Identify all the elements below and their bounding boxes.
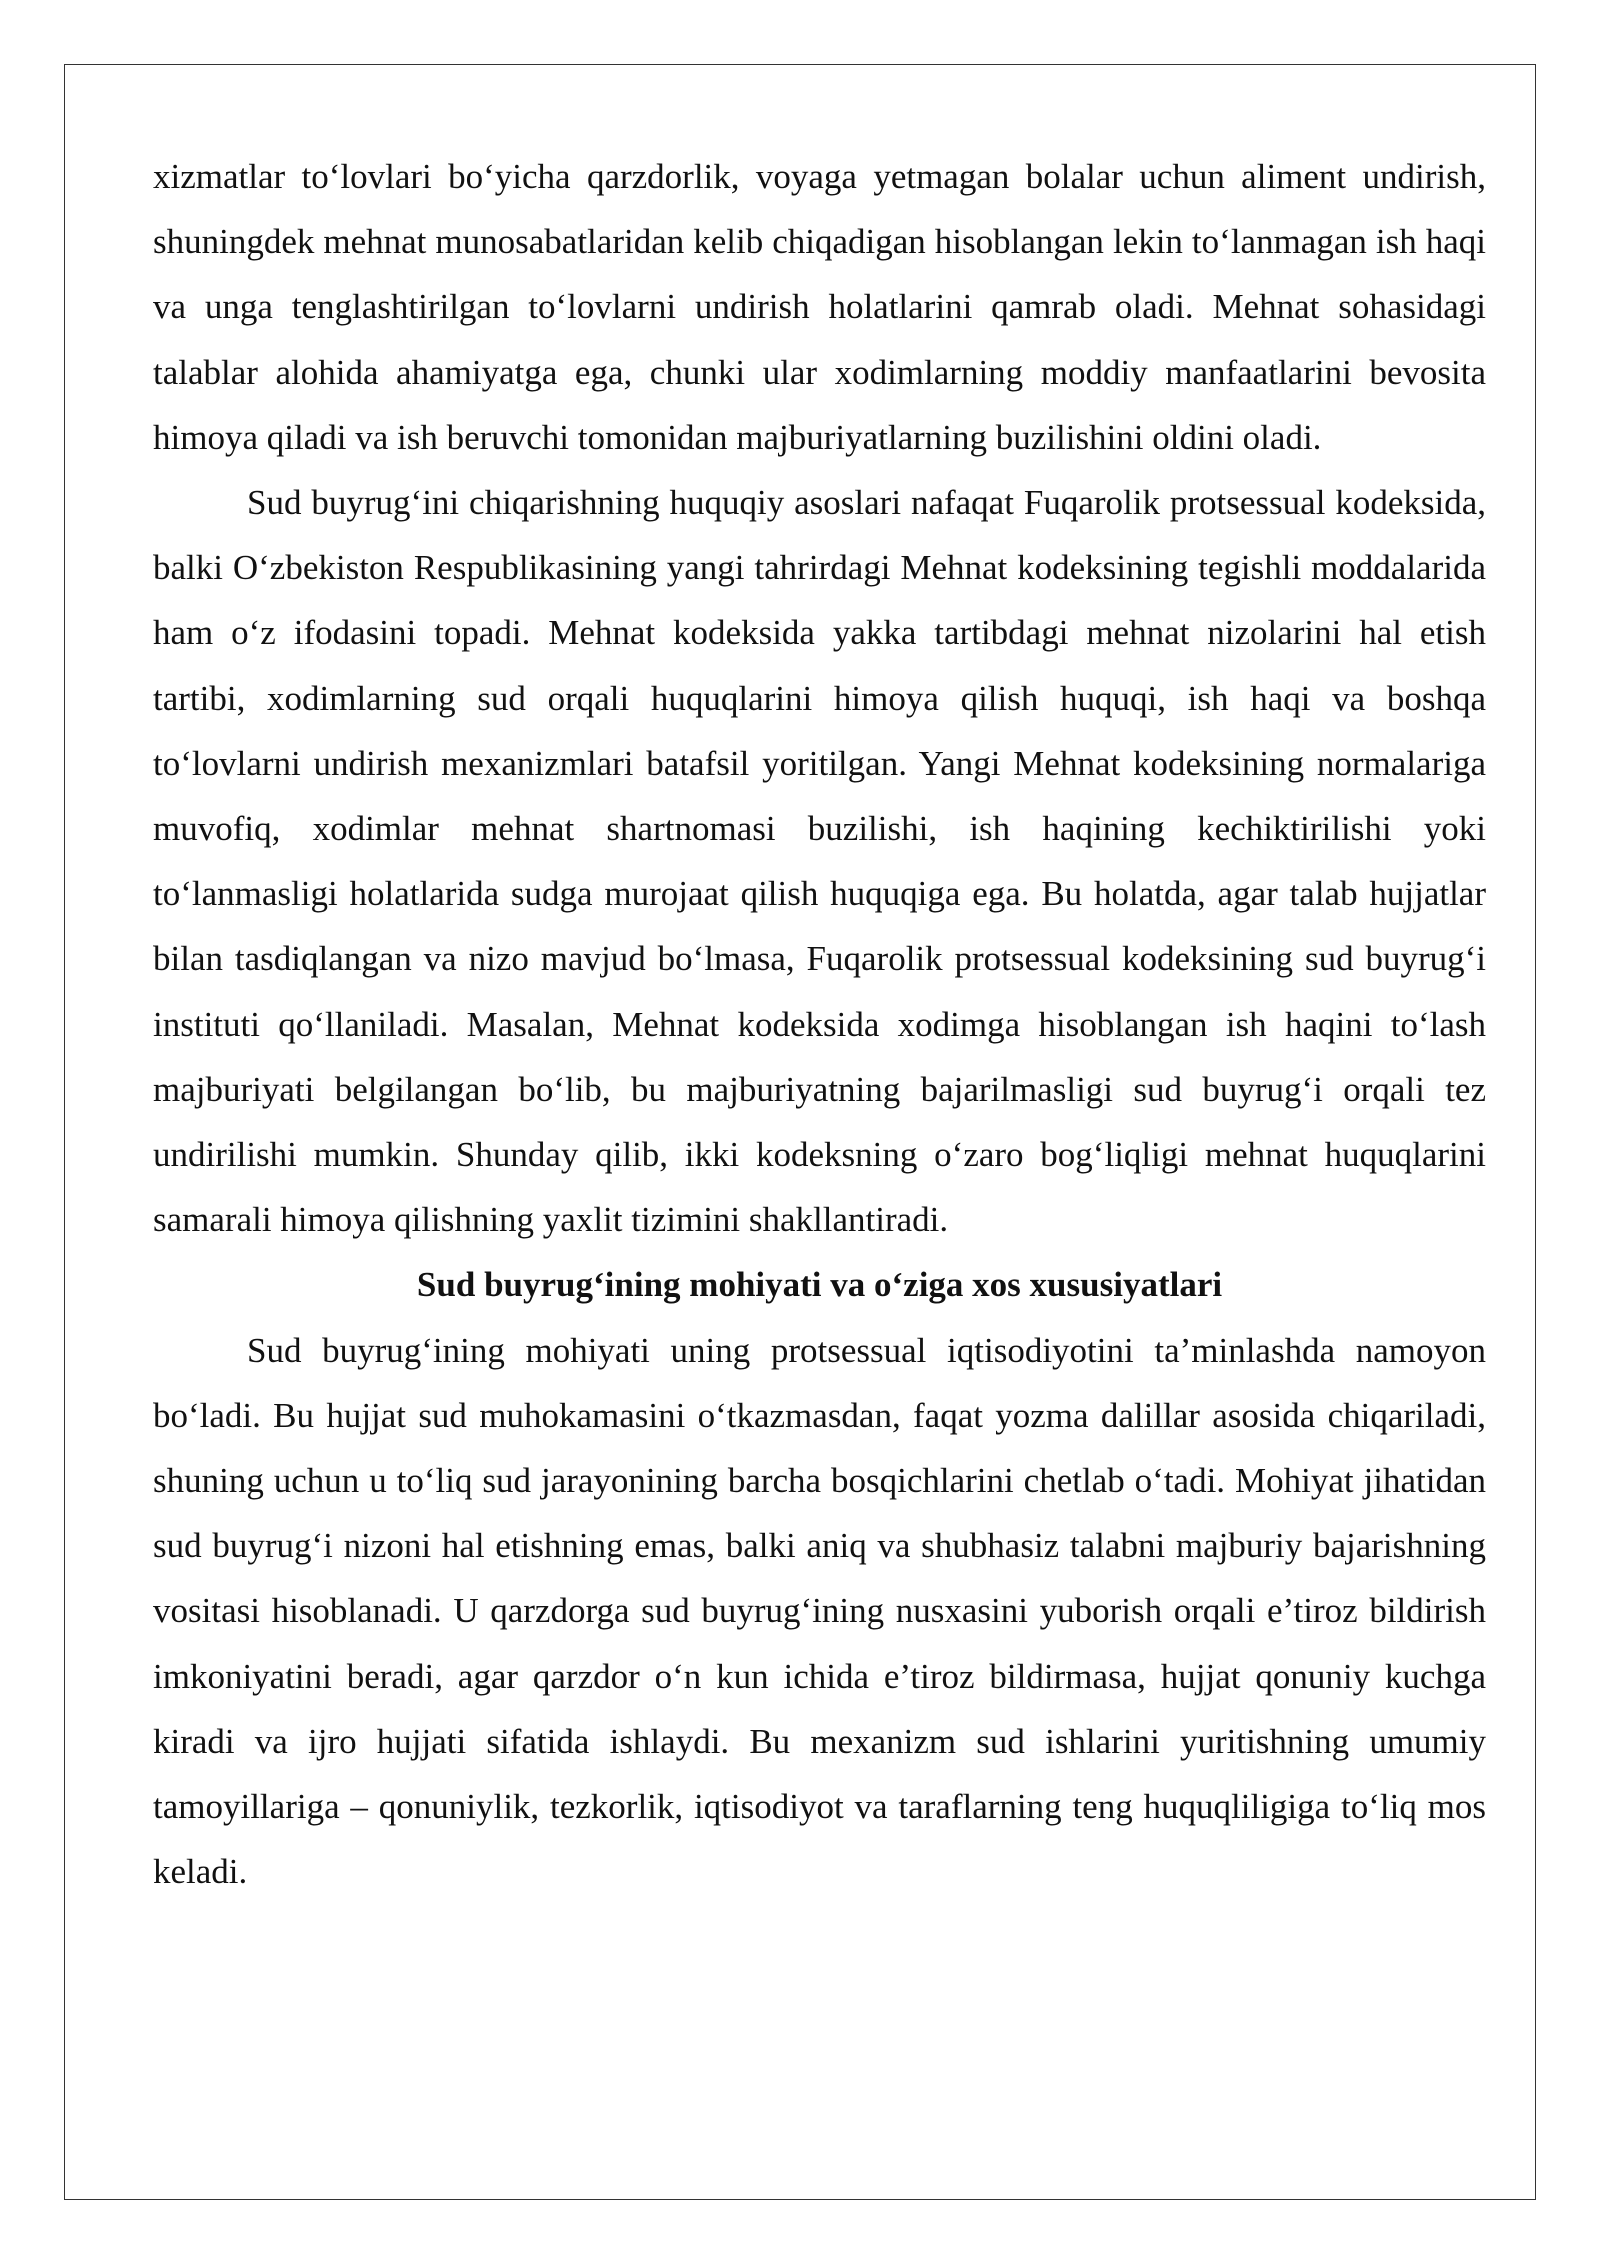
paragraph-essence: Sud buyrug‘ining mohiyati uning protsessual iqtisodiyotini ta’minlashda namoyon bo‘ladi. Bu hujjat sud muhokamasini o‘tkazmasdan, faqat yozma dalillar asosida chiqariladi, shuning uchun u to‘liq sud jarayonining barcha bosqichlarini chetlab o‘tadi. Mohiyat jihatidan sud buyrug‘i nizoni hal etishning emas, balki aniq va shubhasiz talabni majburiy bajarishning vositasi hisoblanadi. U qarzdorga sud buyrug‘ining nusxasini yuborish orqali e’tiroz bildirish imkoniyatini beradi, agar qarzdor o‘n kun ichida e’tiroz bildirmasa, hujjat qonuniy kuchga kiradi va ijro hujjati sifatida ishlaydi. Bu mexanizm sud ishlarini yuritishning umumiy tamoyillariga – qonuniylik, tezkorlik, iqtisodiyot va taraflarning teng huquqliligiga to‘liq mos keladi.: [153, 1330, 1486, 1892]
paragraph-legal-basis: Sud buyrug‘ini chiqarishning huquqiy asoslari nafaqat Fuqarolik protsessual kodeksida, balki O‘zbekiston Respublikasining yangi tahrirdagi Mehnat kodeksining tegishli moddalarida ham o‘z ifodasini topadi. Mehnat kodeksida yakka tartibdagi mehnat nizolarini hal etish tartibi, xodimlarning sud orqali huquqlarini himoya qilish huquqi, ish haqi va boshqa to‘lovlarni undirish mexanizmlari batafsil yoritilgan. Yangi Mehnat kodeksining normalariga muvofiq, xodimlar mehnat shartnomasi buzilishi, ish haqining kechiktirilishi yoki to‘lanmasligi holatlarida sudga murojaat qilish huquqiga ega. Bu holatda, agar talab hujjatlar bilan tasdiqlangan va nizo mavjud bo‘lmasa, Fuqarolik protsessual kodeksining sud buyrug‘i instituti qo‘llaniladi. Masalan, Mehnat kodeksida xodimga hisoblangan ish haqini to‘lash majburiyati belgilangan bo‘lib, bu majburiyatning bajarilmasligi sud buyrug‘i orqali tez undirilishi mumkin. Shunday qilib, ikki kodeksning o‘zaro bog‘liqligi mehnat huquqlarini samarali himoya qilishning yaxlit tizimini shakllantiradi.: [153, 483, 1486, 1240]
paragraph-continuation: xizmatlar to‘lovlari bo‘yicha qarzdorlik, voyaga yetmagan bolalar uchun aliment undirish, shuningdek mehnat munosabatlaridan kelib chiqadigan hisoblangan lekin to‘lanmagan ish haqi va unga tenglashtirilgan to‘lovlarni undirish holatlarini qamrab oladi. Mehnat sohasidagi talablar alohida ahamiyatga ega, chunki ular xodimlarning moddiy manfaatlarini bevosita himoya qiladi va ish beruvchi tomonidan majburiyatlarning buzilishini oldini oladi.: [153, 157, 1486, 457]
section-heading: Sud buyrug‘ining mohiyati va o‘ziga xos xususiyatlari: [416, 1265, 1223, 1305]
document-body: [153, 144, 1486, 1904]
